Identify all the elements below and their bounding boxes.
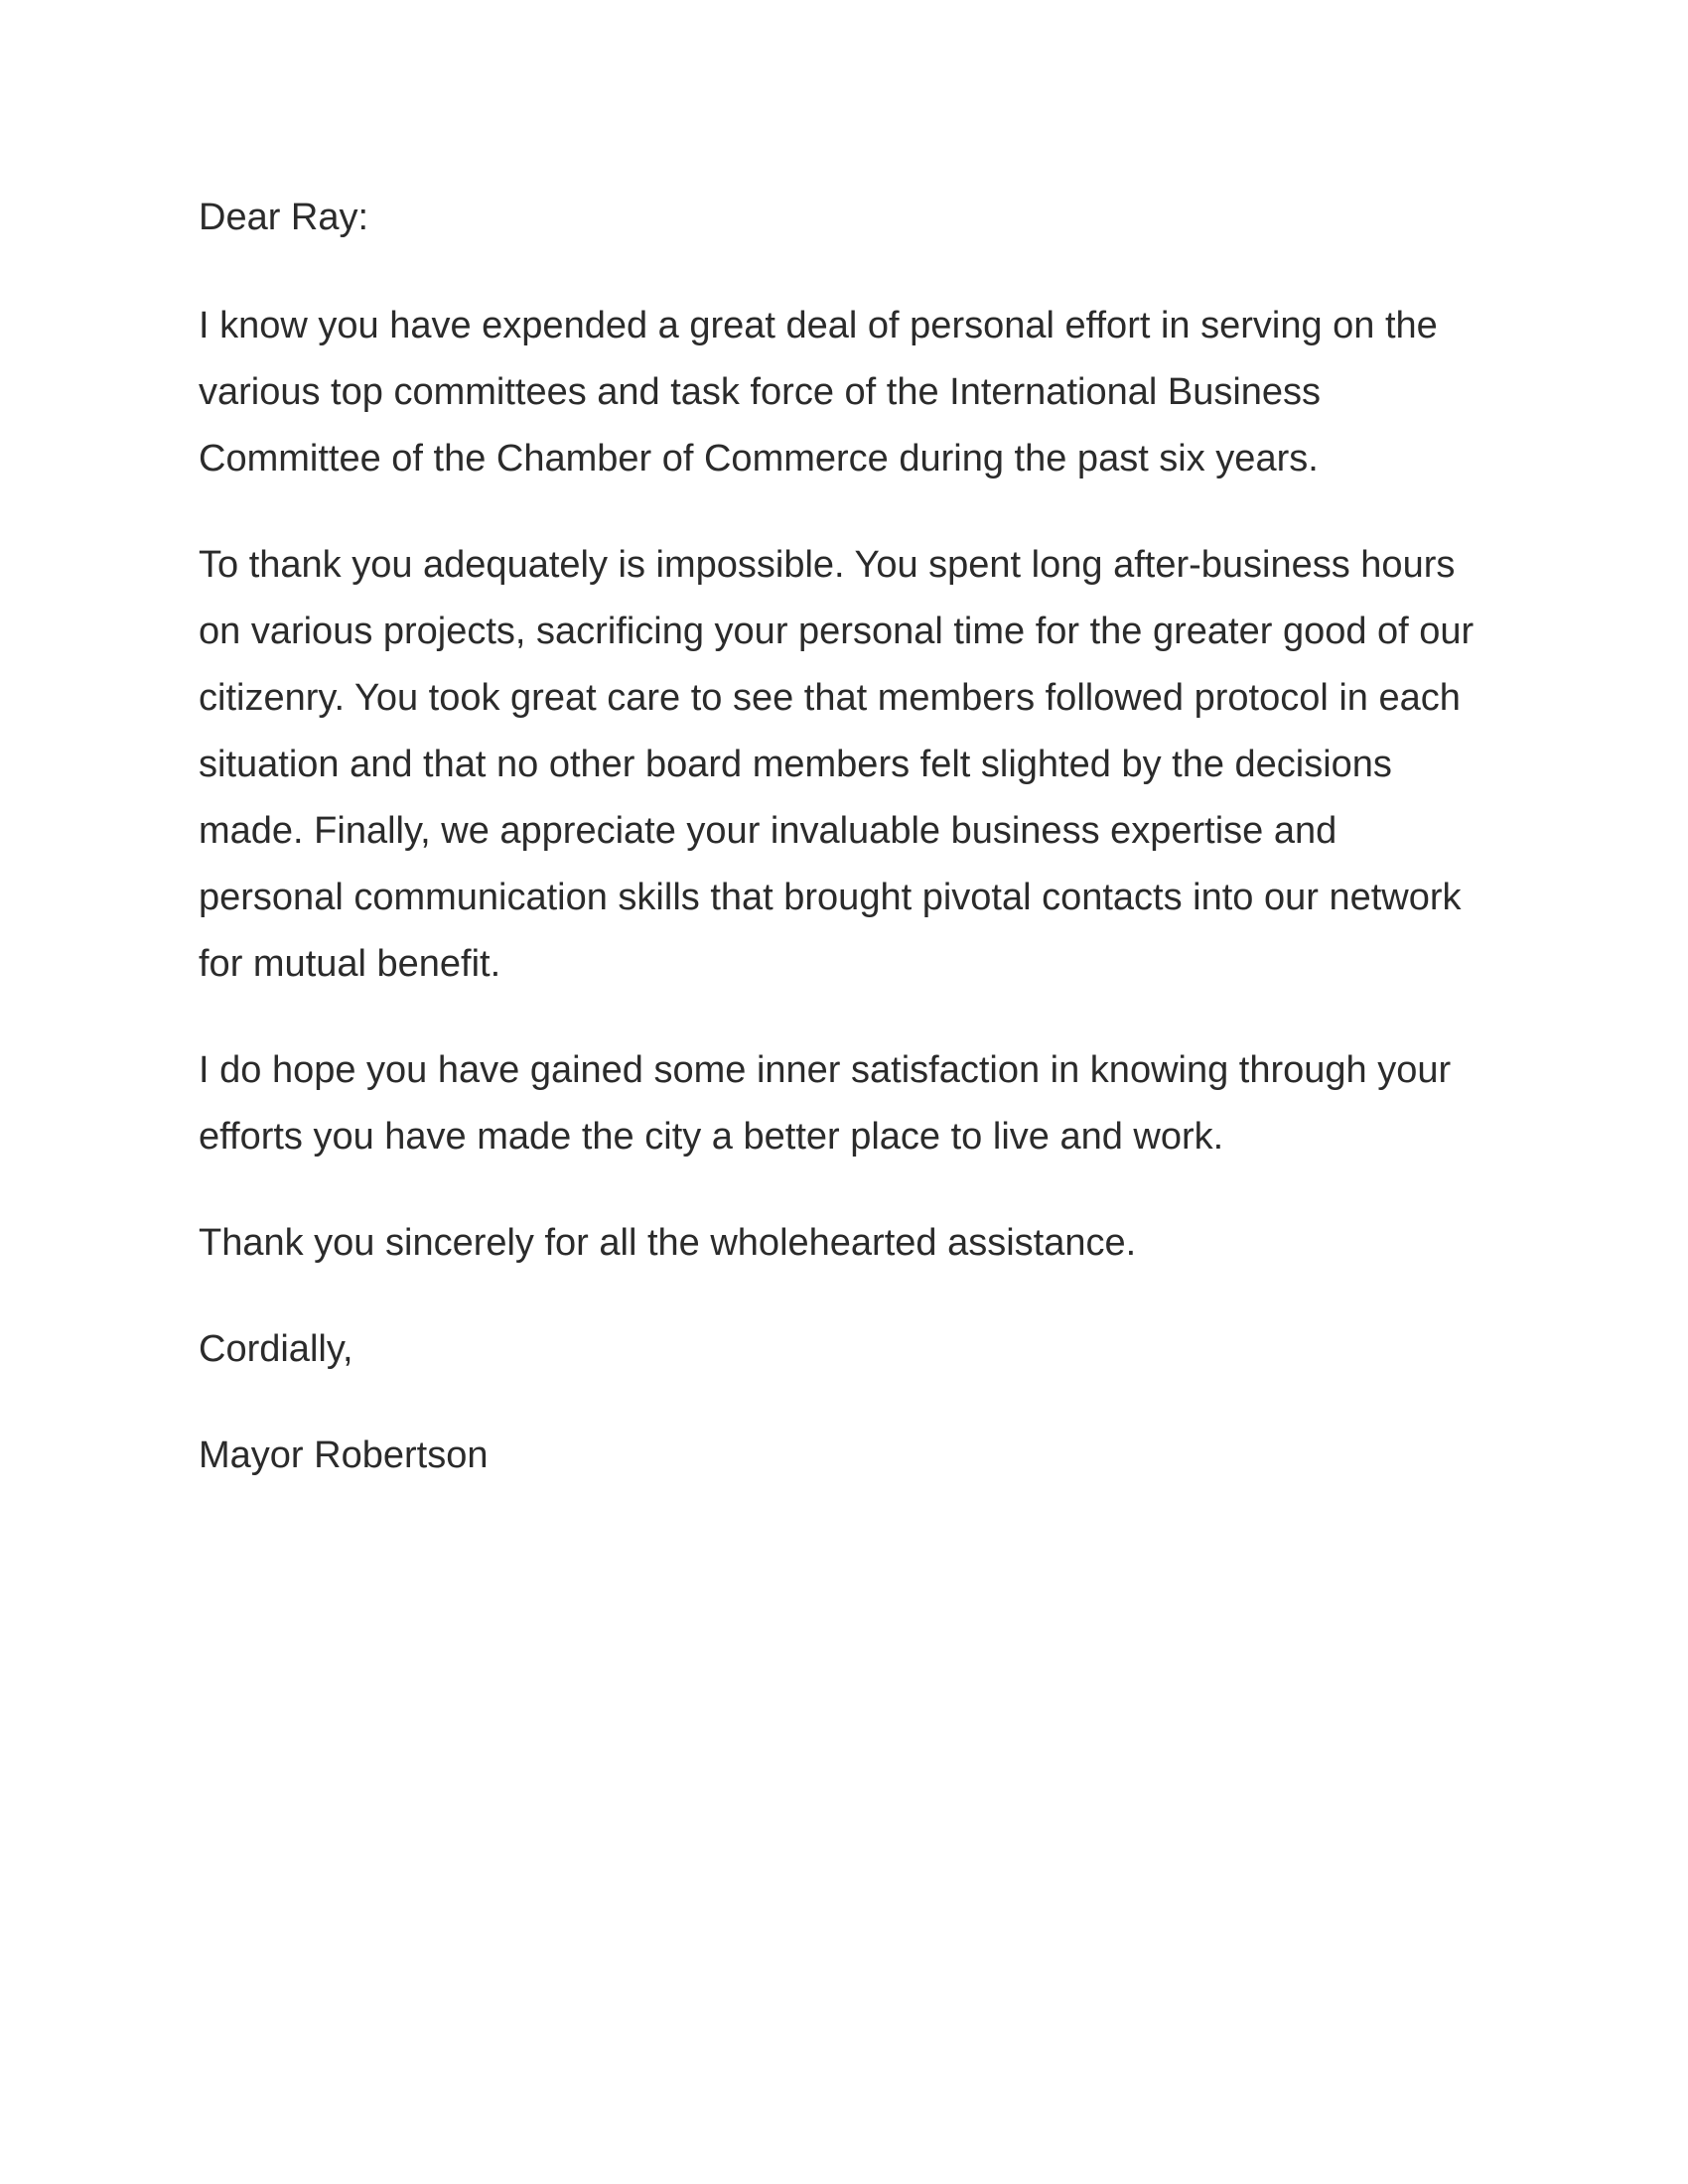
letter-body bbox=[199, 185, 1489, 1529]
paragraph-assistance: Thank you sincerely for all the wholehearted assistance. bbox=[199, 1222, 1137, 1264]
paragraph-thanks: To thank you adequately is impossible. You spent long after-business hours on various projects, sacrificing your personal time for the greater good of our citizenry. You took great care to see that members followed protocol in each situation and that no other board members felt slighted by the decisions made. Finally, we appreciate your invaluable business expertise and personal communication skills that brought pivotal contacts into our network for mutual benefit. bbox=[199, 544, 1475, 985]
paragraph-satisfaction: I do hope you have gained some inner satisfaction in knowing through your efforts you have made the city a better place to live and work. bbox=[199, 1049, 1452, 1158]
salutation: Dear Ray: bbox=[199, 197, 369, 238]
paragraph-effort: I know you have expended a great deal of personal effort in serving on the various top committees and task force of the International Business Committee of the Chamber of Commerce during the past six years. bbox=[199, 305, 1438, 479]
signature: Mayor Robertson bbox=[199, 1434, 489, 1476]
closing: Cordially, bbox=[199, 1328, 353, 1370]
